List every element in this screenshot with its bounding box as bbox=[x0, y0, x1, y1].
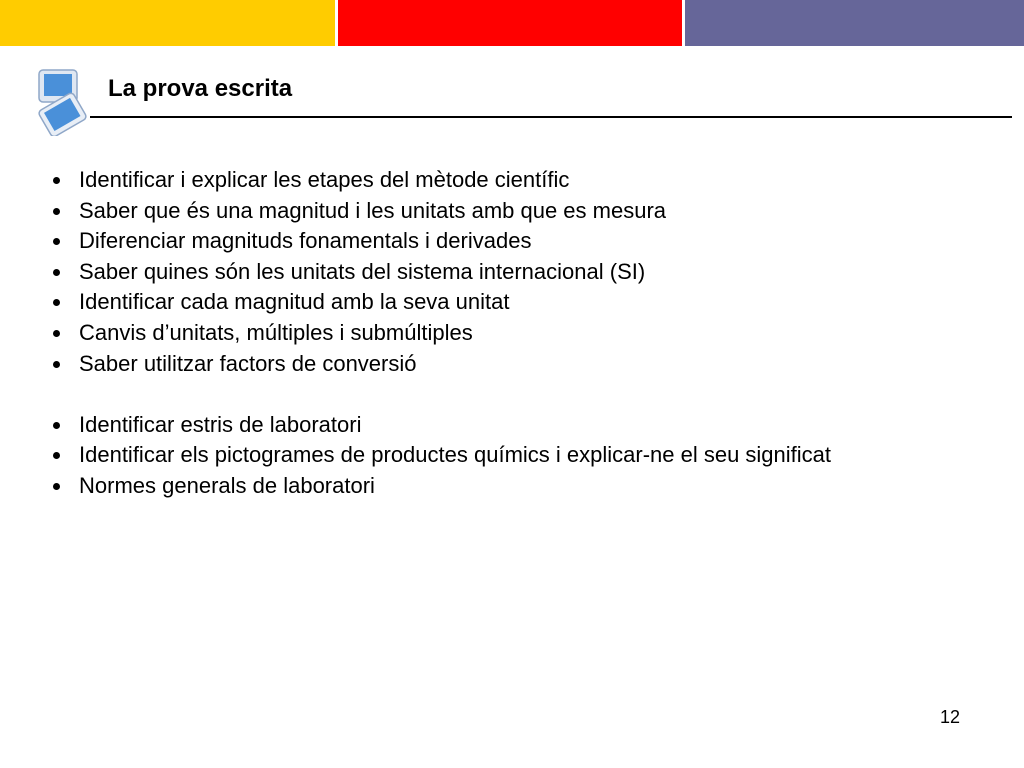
top-bar-blue bbox=[685, 0, 1024, 46]
list-item bbox=[44, 165, 831, 196]
top-bar-red bbox=[338, 0, 682, 46]
bullet-icon bbox=[53, 361, 60, 368]
list-item-text: Diferenciar magnituds fonamentals i derivades bbox=[79, 228, 532, 254]
list-item-text: Identificar els pictogrames de productes químics i explicar-ne el seu significat bbox=[79, 442, 832, 468]
list-item bbox=[44, 410, 831, 441]
list-item-text: Identificar cada magnitud amb la seva unitat bbox=[79, 289, 510, 315]
bullet-icon bbox=[53, 269, 60, 276]
bullet-icon bbox=[53, 330, 60, 337]
list-item-text: Canvis d’unitats, múltiples i submúltiples bbox=[79, 319, 473, 345]
list-item bbox=[44, 318, 831, 349]
list-item bbox=[44, 226, 831, 257]
bullet-icon bbox=[53, 452, 60, 459]
bullet-icon bbox=[53, 422, 60, 429]
list-item bbox=[44, 440, 831, 471]
list-item-text: Saber quines són les unitats del sistema internacional (SI) bbox=[79, 258, 646, 284]
bullet-icon bbox=[53, 483, 60, 490]
list-item bbox=[44, 196, 831, 227]
slide-title: La prova escrita bbox=[108, 75, 293, 102]
list-item bbox=[44, 287, 831, 318]
slide-number: 12 bbox=[940, 707, 961, 727]
list-item-text: Identificar estris de laboratori bbox=[79, 411, 362, 437]
top-bar-yellow bbox=[0, 0, 335, 46]
bullet-icon bbox=[53, 208, 60, 215]
bullet-icon bbox=[53, 299, 60, 306]
bullet-icon bbox=[53, 238, 60, 245]
list-item-text: Saber utilitzar factors de conversió bbox=[79, 350, 417, 376]
list-spacer bbox=[44, 379, 831, 410]
list-item bbox=[44, 257, 831, 288]
list-item-text: Saber que és una magnitud i les unitats amb que es mesura bbox=[79, 197, 667, 223]
monitor-icon bbox=[36, 68, 90, 136]
list-item-text: Normes generals de laboratori bbox=[79, 472, 375, 498]
list-item-text: Identificar i explicar les etapes del mètode científic bbox=[79, 167, 570, 192]
bullet-list bbox=[44, 165, 831, 502]
title-divider bbox=[90, 116, 1012, 118]
list-item bbox=[44, 471, 831, 502]
bullet-icon bbox=[53, 177, 60, 184]
list-item bbox=[44, 349, 831, 380]
